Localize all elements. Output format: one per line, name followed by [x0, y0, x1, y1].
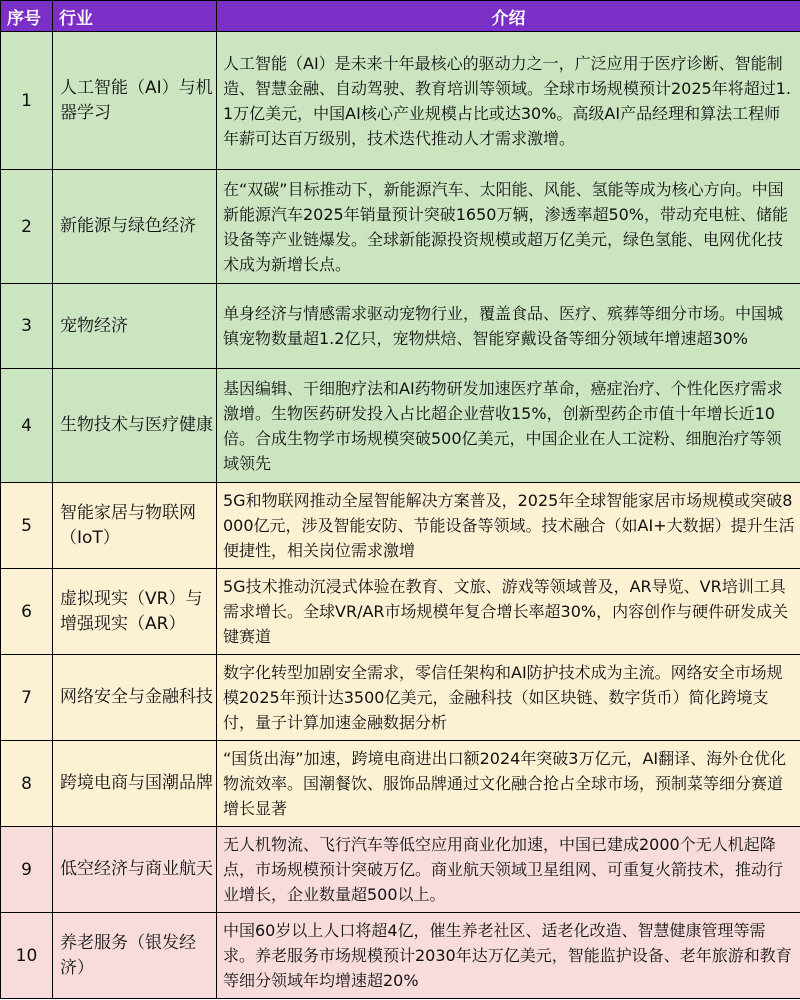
row-number: 2	[1, 170, 53, 284]
table-header-row	[1, 1, 800, 32]
header-description: 介绍	[217, 1, 800, 32]
row-number: 3	[1, 284, 53, 369]
row-industry: 生物技术与医疗健康	[53, 369, 217, 483]
row-description: 基因编辑、干细胞疗法和AI药物研发加速医疗革命，癌症治疗、个性化医疗需求激增。生物医药研发投入占比超企业营收15%，创新型药企市值十年增长近10倍。合成生物学市场规模突破500亿美元，中国企业在人工淀粉、细胞治疗等领域领先	[217, 369, 800, 483]
row-number: 1	[1, 32, 53, 170]
row-number: 9	[1, 827, 53, 913]
row-industry: 人工智能（AI）与机器学习	[53, 32, 217, 170]
row-description: 中国60岁以上人口将超4亿，催生养老社区、适老化改造、智慧健康管理等需求。养老服务市场规模预计2030年达万亿美元，智能监护设备、老年旅游和教育等细分领域年均增速超20%	[217, 913, 800, 999]
row-number: 7	[1, 655, 53, 741]
row-description: 5G技术推动沉浸式体验在教育、文旅、游戏等领域普及，AR导览、VR培训工具需求增长。全球VR/AR市场规模年复合增长率超30%，内容创作与硬件研发成关键赛道	[217, 569, 800, 655]
header-industry: 行业	[53, 1, 217, 32]
table-row	[1, 284, 800, 369]
row-number: 4	[1, 369, 53, 483]
row-industry: 宠物经济	[53, 284, 217, 369]
table-row	[1, 741, 800, 827]
row-description: 无人机物流、飞行汽车等低空应用商业化加速，中国已建成2000个无人机起降点，市场规模预计突破万亿。商业航天领域卫星组网、可重复火箭技术，推动行业增长，企业数量超500以上。	[217, 827, 800, 913]
row-number: 10	[1, 913, 53, 999]
row-description: “国货出海”加速，跨境电商进出口额2024年突破3万亿元，AI翻译、海外仓优化物流效率。国潮餐饮、服饰品牌通过文化融合抢占全球市场，预制菜等细分赛道增长显著	[217, 741, 800, 827]
row-number: 8	[1, 741, 53, 827]
table-row	[1, 369, 800, 483]
row-number: 5	[1, 483, 53, 569]
row-description: 在“双碳”目标推动下，新能源汽车、太阳能、风能、氢能等成为核心方向。中国新能源汽车2025年销量预计突破1650万辆，渗透率超50%，带动充电桩、储能设备等产业链爆发。全球新能源投资规模或超万亿美元，绿色氢能、电网优化技术成为新增长点。	[217, 170, 800, 284]
row-description: 单身经济与情感需求驱动宠物行业，覆盖食品、医疗、殡葬等细分市场。中国城镇宠物数量超1.2亿只，宠物烘焙、智能穿戴设备等细分领域年增速超30%	[217, 284, 800, 369]
table-row	[1, 483, 800, 569]
row-industry: 跨境电商与国潮品牌	[53, 741, 217, 827]
row-industry: 虚拟现实（VR）与增强现实（AR）	[53, 569, 217, 655]
row-industry: 养老服务（银发经济）	[53, 913, 217, 999]
table-row	[1, 32, 800, 170]
row-industry: 新能源与绿色经济	[53, 170, 217, 284]
row-description: 5G和物联网推动全屋智能解决方案普及，2025年全球智能家居市场规模或突破8000亿元，涉及智能安防、节能设备等领域。技术融合（如AI+大数据）提升生活便捷性，相关岗位需求激增	[217, 483, 800, 569]
row-description: 人工智能（AI）是未来十年最核心的驱动力之一，广泛应用于医疗诊断、智能制造、智慧金融、自动驾驶、教育培训等领域。全球市场规模预计2025年将超过1.1万亿美元，中国AI核心产业规模占比或达30%。高级AI产品经理和算法工程师年薪可达百万级别，技术迭代推动人才需求激增。	[217, 32, 800, 170]
table-row	[1, 655, 800, 741]
row-number: 6	[1, 569, 53, 655]
header-no: 序号	[1, 1, 53, 32]
table-row	[1, 569, 800, 655]
table-row	[1, 170, 800, 284]
table-row	[1, 827, 800, 913]
row-industry: 低空经济与商业航天	[53, 827, 217, 913]
row-description: 数字化转型加剧安全需求，零信任架构和AI防护技术成为主流。网络安全市场规模2025年预计达3500亿美元，金融科技（如区块链、数字货币）简化跨境支付，量子计算加速金融数据分析	[217, 655, 800, 741]
row-industry: 智能家居与物联网（IoT）	[53, 483, 217, 569]
table-row	[1, 913, 800, 999]
row-industry: 网络安全与金融科技	[53, 655, 217, 741]
